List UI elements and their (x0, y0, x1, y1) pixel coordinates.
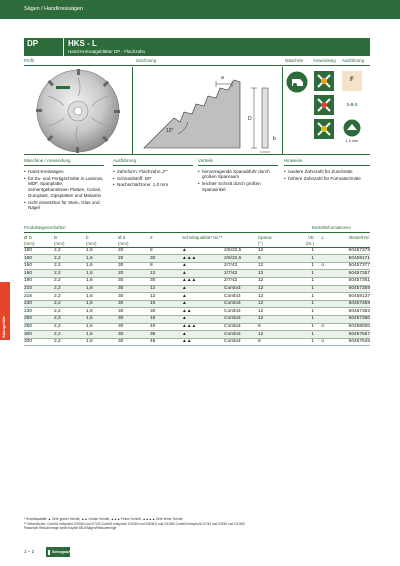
table-row[interactable] (24, 331, 370, 339)
cell-kerf: 2,2 (54, 293, 86, 301)
cell-diameter: 160 (24, 262, 54, 270)
cell-quality: ▲ (182, 247, 224, 255)
cell-diameter: 230 (24, 308, 54, 316)
cell-teeth: 30 (150, 255, 182, 263)
cell-quality: ▲ (182, 331, 224, 339)
cell-kerf: 2,2 (54, 308, 86, 316)
cell-order-no: 50458137 (324, 293, 370, 301)
cell-diameter: 300 (24, 338, 54, 346)
table-row[interactable] (24, 255, 370, 263)
table-row[interactable] (24, 323, 370, 331)
design-icon-tooth-pattern (342, 95, 362, 115)
blade-drawing (134, 68, 282, 154)
cell-pinholes: Combi3 (224, 338, 258, 346)
cell-diameter: 250 (24, 323, 54, 331)
col-header-body: b (mm) (86, 235, 118, 247)
resharpen-icon (342, 119, 362, 137)
cell-order-no: 50457360 (324, 316, 370, 324)
cell-pinholes: 2/7/42 (224, 262, 258, 270)
cell-pack: 1 (296, 285, 314, 293)
info-list (24, 169, 104, 212)
col-header-pack: VE (St.) (296, 235, 314, 247)
cell-kerf: 2,2 (54, 255, 86, 263)
cell-stock (314, 316, 324, 324)
cell-bore: 20 (118, 255, 150, 263)
info-list (113, 169, 193, 189)
cell-kerf: 2,2 (54, 331, 86, 339)
table-group-header (24, 225, 370, 233)
cell-teeth: 30 (150, 278, 182, 286)
cell-body: 1,6 (86, 262, 118, 270)
cell-teeth: 12 (150, 293, 182, 301)
col-header-order-no: Bestell-Nr. (324, 235, 370, 247)
cell-teeth: 36 (150, 331, 182, 339)
product-subtitle: Hand-Kreissägeblätter DP - Flachzahn (68, 49, 145, 54)
info-columns (24, 158, 370, 222)
cell-order-no: 50457377 (324, 262, 370, 270)
cell-body: 1,6 (86, 247, 118, 255)
cell-body: 1,6 (86, 316, 118, 324)
cell-pack: 1 (296, 262, 314, 270)
divider (132, 67, 133, 155)
design-icon-tooth-form (342, 71, 362, 91)
cell-pinholes: 2/7/42 (224, 278, 258, 286)
cell-pack: 1 (296, 338, 314, 346)
side-chapter-label: Akkugeräte (1, 316, 6, 338)
cell-quality: ▲▲▲ (182, 278, 224, 286)
info-col-heading: Hinweise (284, 158, 370, 166)
product-name: HKS - L (68, 39, 97, 48)
info-list (284, 169, 370, 182)
section-labels (24, 58, 370, 66)
cell-stock (314, 293, 324, 301)
product-code: DP (24, 38, 64, 56)
label-machine: Maschine (285, 58, 304, 63)
cell-order-no: 50457359 (324, 300, 370, 308)
col-header-quality: Schnittqualität* NL** (182, 235, 224, 247)
cell-kerf: 2,2 (54, 316, 86, 324)
cell-rake: 12 (258, 278, 296, 286)
cell-kerf: 2,2 (54, 262, 86, 270)
info-item: • nicht einsetzbar für Stein, Glas und Nägel (24, 200, 104, 211)
cell-bore: 30 (118, 262, 150, 270)
table-header-row (24, 235, 370, 247)
table-group-ordering: Bestellinformationen (312, 225, 351, 230)
cell-stock: o (314, 338, 324, 346)
cell-quality: ▲ (182, 262, 224, 270)
cell-teeth: 30 (150, 308, 182, 316)
cell-body: 1,6 (86, 300, 118, 308)
table-row[interactable] (24, 262, 370, 270)
cell-stock: o (314, 262, 324, 270)
cell-diameter: 216 (24, 293, 54, 301)
drawing-label-d: D (248, 116, 252, 122)
info-item: • hervorragende Spanabfuhr durch großen Spanraum (198, 169, 278, 180)
col-header-teeth: Z (150, 235, 182, 247)
cell-quality: ▲ (182, 293, 224, 301)
info-list (198, 169, 278, 193)
cell-teeth: 16 (150, 316, 182, 324)
cell-stock: o (314, 323, 324, 331)
logo-text: Scheppach (52, 549, 72, 554)
page-header-band (0, 0, 400, 19)
table-row[interactable] (24, 247, 370, 255)
design-icon-resharpen-zone (342, 119, 362, 145)
info-item: • niedere Zahnzahl für Zuschnitte (284, 169, 370, 175)
cell-bore: 30 (118, 323, 150, 331)
info-item: • Nachschärfzone: 1,0 mm (113, 182, 193, 188)
cell-kerf: 2,2 (54, 338, 86, 346)
cell-pinholes: Combi3 (224, 293, 258, 301)
design-code-1: F (350, 77, 354, 83)
cell-diameter: 160 (24, 247, 54, 255)
machine-icon (286, 71, 308, 93)
cell-pack: 1 (296, 278, 314, 286)
col-header-rake: Spanw. (°) (258, 235, 296, 247)
col-header-diameter: Ø D (mm) (24, 235, 54, 247)
cell-teeth: 12 (150, 270, 182, 278)
cell-pinholes: Combi3 (224, 331, 258, 339)
side-chapter-tab[interactable] (0, 282, 10, 340)
cell-stock (314, 331, 324, 339)
cell-pack: 1 (296, 316, 314, 324)
cell-stock (314, 300, 324, 308)
cell-rake: 12 (258, 331, 296, 339)
label-profile: Profil (24, 58, 34, 63)
brand-logo[interactable] (46, 547, 70, 557)
cell-bore: 30 (118, 308, 150, 316)
cell-body: 1,6 (86, 270, 118, 278)
cell-bore: 30 (118, 278, 150, 286)
cell-diameter: 190 (24, 278, 54, 286)
table-row[interactable] (24, 308, 370, 316)
cell-kerf: 2,2 (54, 247, 86, 255)
cell-rake: 8 (258, 255, 296, 263)
cell-body: 1,6 (86, 278, 118, 286)
label-application: Anwendung (313, 58, 336, 63)
table-group-properties: Produkteigenschaften (24, 225, 66, 230)
product-table (24, 235, 370, 346)
cell-body: 1,6 (86, 285, 118, 293)
cell-rake: 8 (258, 323, 296, 331)
col-header-stock: L (314, 235, 324, 247)
cell-rake: 12 (258, 262, 296, 270)
page-number: 1 – 2 (24, 549, 35, 554)
cell-pinholes: Combi3 (224, 323, 258, 331)
cell-stock (314, 285, 324, 293)
cell-pack: 1 (296, 270, 314, 278)
cell-pinholes: 2/6/32,5 (224, 255, 258, 263)
cell-pack: 1 (296, 300, 314, 308)
cell-order-no: 50457357 (324, 270, 370, 278)
cell-kerf: 2,2 (54, 270, 86, 278)
cell-order-no: 50457361 (324, 278, 370, 286)
footnotes (24, 517, 370, 531)
cell-order-no: 50457362 (324, 308, 370, 316)
cell-teeth: 8 (150, 247, 182, 255)
cell-bore: 30 (118, 293, 150, 301)
cell-pack: 1 (296, 255, 314, 263)
footnote: Passende Reduzierringe siehe Kapitel 8B.4/Sägen/Reduzierringe (24, 526, 117, 531)
cell-pack: 1 (296, 293, 314, 301)
cell-diameter: 230 (24, 300, 54, 308)
application-icon-wood (314, 71, 334, 91)
cell-rake: 12 (258, 316, 296, 324)
cell-pinholes: 2/6/32,5 (224, 247, 258, 255)
cell-body: 1,6 (86, 323, 118, 331)
drawing-label-angle: 12° (166, 128, 174, 134)
cell-quality: ▲▲ (182, 308, 224, 316)
table-row[interactable] (24, 338, 370, 346)
table-row[interactable] (24, 316, 370, 324)
table-body (24, 247, 370, 346)
label-design: Ausführung (342, 58, 364, 63)
application-icon-panel (314, 95, 334, 115)
cell-bore: 30 (118, 331, 150, 339)
info-col-heading: Ausführung (113, 158, 193, 166)
info-col-design (113, 158, 193, 222)
cell-quality: ▲ (182, 300, 224, 308)
logo-mark-icon (48, 550, 50, 555)
cell-pinholes: Combi3 (224, 285, 258, 293)
table-row[interactable] (24, 285, 370, 293)
cell-bore: 20 (118, 247, 150, 255)
cell-diameter: 160 (24, 255, 54, 263)
drawing-label-b: b (273, 136, 276, 142)
cell-body: 1,6 (86, 293, 118, 301)
cell-teeth: 15 (150, 300, 182, 308)
cell-order-no: 50457545 (324, 338, 370, 346)
cell-diameter: 210 (24, 285, 54, 293)
design-code-2: 1-0-1 (346, 102, 358, 107)
info-item: • leichter Schnitt durch großen Spanwinkel (198, 181, 278, 192)
cell-body: 1,6 (86, 308, 118, 316)
cell-rake: 12 (258, 300, 296, 308)
cell-teeth: 40 (150, 323, 182, 331)
info-col-heading: Maschine / Anwendung (24, 158, 104, 166)
cell-pinholes: 2/7/42 (224, 270, 258, 278)
cell-bore: 30 (118, 338, 150, 346)
cell-order-no: 50457379 (324, 247, 370, 255)
table-row[interactable] (24, 300, 370, 308)
cell-pack: 1 (296, 308, 314, 316)
cell-pack: 1 (296, 323, 314, 331)
cell-order-no: 50459171 (324, 255, 370, 263)
cell-rake: 12 (258, 285, 296, 293)
cell-order-no: 50458000 (324, 323, 370, 331)
cell-diameter: 300 (24, 331, 54, 339)
table-row[interactable] (24, 293, 370, 301)
application-icon-fiber (314, 119, 334, 139)
cell-quality: ▲ (182, 270, 224, 278)
info-col-machine (24, 158, 104, 222)
col-header-pinholes (224, 235, 258, 247)
cell-pinholes: Combi3 (224, 308, 258, 316)
cell-body: 1,6 (86, 338, 118, 346)
drawing-label-a: a (221, 75, 224, 81)
cell-rake: 12 (258, 293, 296, 301)
cell-bore: 30 (118, 300, 150, 308)
design-code-3: 1,0 mm (345, 138, 359, 143)
cell-rake: 12 (258, 247, 296, 255)
cell-quality: ▲▲ (182, 338, 224, 346)
cell-quality: ▲▲▲ (182, 255, 224, 263)
cell-bore: 30 (118, 316, 150, 324)
cell-diameter: 250 (24, 316, 54, 324)
info-item: • für Zu- und Fertigschnitte in Laminat, MDF, Spanplatte, zementgebundenen Platten, Corian, Duroplast, Gipsplatten und Melamin (24, 176, 104, 199)
info-item: • Schneidstoff: DP (113, 176, 193, 182)
cell-kerf: 2,2 (54, 285, 86, 293)
footnote: * Schnittqualität: ▲ Sehr grober Schnitt, ▲▲ Grober Schnitt, ▲▲▲ Feiner Schnitt, ▲▲▲▲ Sehr feiner Schnitt (24, 517, 183, 521)
cell-pack: 1 (296, 331, 314, 339)
info-item: • Hand-Kreissägen (24, 169, 104, 175)
cell-kerf: 2,2 (54, 300, 86, 308)
page-header-title: Sägen / Handkreissägen (24, 6, 84, 12)
info-col-heading: Vorteile (198, 158, 278, 166)
cell-bore: 20 (118, 270, 150, 278)
cell-rake: 12 (258, 270, 296, 278)
cell-stock (314, 278, 324, 286)
saw-blade-image (28, 68, 128, 154)
table-row[interactable] (24, 278, 370, 286)
col-header-bore: Ø d (mm) (118, 235, 150, 247)
cell-pack: 1 (296, 247, 314, 255)
table-row[interactable] (24, 270, 370, 278)
cell-quality: ▲ (182, 285, 224, 293)
cell-teeth: 12 (150, 285, 182, 293)
divider (282, 67, 283, 155)
col-header-kerf: B (mm) (54, 235, 86, 247)
cell-rake: 12 (258, 308, 296, 316)
cell-stock (314, 270, 324, 278)
footnote: ** Nebenlöcher: Combi1 entspricht 2/10/60 und 2/7/42 Combi2 entspricht 2/10/60 und 2/8/46,5 und 2/10/60 Combi3 entspricht 2/7/42 und 2/9/46 und 2/10/60 (24, 521, 245, 526)
product-header (24, 38, 370, 56)
cell-stock (314, 255, 324, 263)
cell-teeth: 8 (150, 262, 182, 270)
cell-quality: ▲▲▲ (182, 323, 224, 331)
info-col-advantages (198, 158, 278, 222)
cell-kerf: 2,2 (54, 323, 86, 331)
cell-body: 1,6 (86, 255, 118, 263)
cell-bore: 30 (118, 285, 150, 293)
label-drawing: Zeichnung (136, 58, 157, 63)
cell-diameter: 190 (24, 270, 54, 278)
cell-teeth: 48 (150, 338, 182, 346)
cell-quality: ▲ (182, 316, 224, 324)
cell-stock (314, 247, 324, 255)
cell-kerf: 2,2 (54, 278, 86, 286)
cell-pinholes: Combi3 (224, 300, 258, 308)
page-footer (24, 547, 124, 557)
info-item: • Zahnform: Flachzahn „F“ (113, 169, 193, 175)
cell-body: 1,6 (86, 331, 118, 339)
cell-rake: 8 (258, 338, 296, 346)
info-col-notes (284, 158, 370, 222)
info-item: • höhere Zahnzahl für Formatschnitte (284, 176, 370, 182)
cell-order-no: 50457359 (324, 285, 370, 293)
cell-stock (314, 308, 324, 316)
cell-pinholes: Combi3 (224, 316, 258, 324)
product-visuals (24, 67, 370, 155)
cell-order-no: 50457557 (324, 331, 370, 339)
